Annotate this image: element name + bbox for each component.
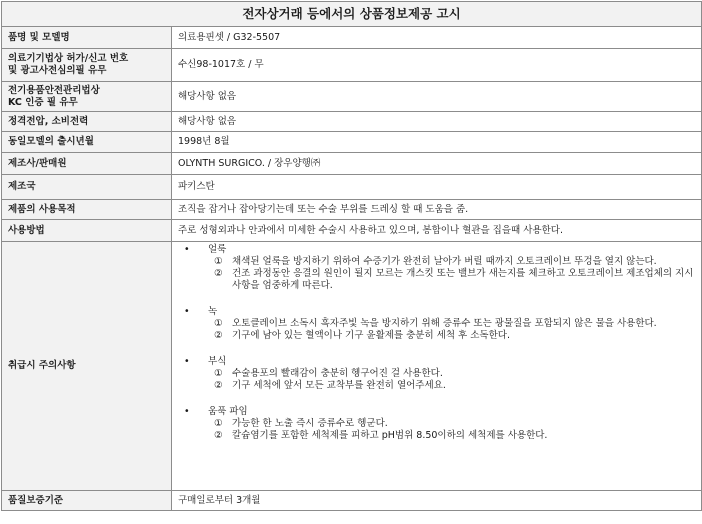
table-row: [2, 49, 702, 82]
row-label-line2: 및 광고사전심의필 유무: [8, 65, 107, 76]
item-text: 오토클레이브 소독시 흑자주빛 녹을 방지하기 위해 증류수 또는 광물질을 포함되지 않은 물을 사용한다.: [232, 318, 657, 329]
row-label: 제품의 사용목적: [2, 200, 172, 220]
row-value: 해당사항 없음: [172, 112, 702, 132]
list-item: [214, 256, 695, 268]
list-item: [214, 368, 695, 380]
item-number: ②: [214, 430, 223, 441]
item-text: 기구 세척에 앞서 모든 교착부를 완전히 열어주세요.: [232, 380, 446, 391]
table-row: [2, 27, 702, 49]
table-row: [2, 82, 702, 112]
table-title: 전자상거래 등에서의 상품정보제공 고시: [2, 2, 702, 27]
item-number: ②: [214, 380, 223, 391]
title-row: [2, 2, 702, 27]
row-label-line1: 의료기기법상 허가/신고 번호: [8, 53, 129, 64]
item-number: ②: [214, 268, 223, 279]
item-text: 가능한 한 노출 즉시 증류수로 헹군다.: [232, 418, 388, 429]
row-value: 수신98-1017호 / 무: [172, 49, 702, 82]
row-value: 주로 성형외과나 안과에서 미세한 수술시 사용하고 있으며, 봉합이나 혈관을 집을때 사용한다.: [172, 220, 702, 242]
section-heading: 움푹 파임: [208, 406, 248, 417]
caution-content: [172, 242, 702, 491]
row-label: 정격전압, 소비전력: [2, 112, 172, 132]
table-row: [2, 112, 702, 132]
row-value: 파키스탄: [172, 175, 702, 200]
table-row: [2, 200, 702, 220]
row-label: 품질보증기준: [2, 491, 172, 511]
row-value: 의료용핀셋 / G32-5507: [172, 27, 702, 49]
bullet-icon: •: [184, 244, 190, 255]
item-number: ①: [214, 318, 223, 329]
list-item: [214, 430, 695, 442]
item-text: 건조 과정동안 응결의 원인이 될지 모르는 개스킷 또는 밸브가 새는지를 체크하고 오토크레이브 제조업체의 지시사항을 엄중하게 따른다.: [232, 268, 694, 291]
item-text: 칼슘염기를 포함한 세척제를 피하고 pH범위 8.50이하의 세척제를 사용한다.: [232, 430, 548, 441]
row-label-line2: KC 인증 필 유무: [8, 96, 78, 108]
row-value: 조직을 잡거나 잡아당기는데 또는 수술 부위를 드레싱 할 때 도움을 줌.: [172, 200, 702, 220]
table-row: [2, 491, 702, 511]
caution-section-rust: [178, 306, 695, 342]
table-row: [2, 153, 702, 175]
list-item: [214, 268, 695, 292]
section-heading: 얼룩: [208, 244, 227, 255]
section-heading: 녹: [208, 306, 218, 317]
row-value: OLYNTH SURGICO. / 장우양행㈜: [172, 153, 702, 175]
row-label: 동일모델의 출시년월: [2, 132, 172, 153]
item-text: 수술용포의 빨래감이 충분히 헹구어진 걸 사용한다.: [232, 368, 443, 379]
item-number: ①: [214, 418, 223, 429]
bullet-icon: •: [184, 356, 190, 367]
list-item: [214, 318, 695, 330]
row-label: [2, 82, 172, 112]
item-text: 기구에 남아 있는 혈액이나 기구 윤활제를 충분히 세척 후 소독한다.: [232, 330, 510, 341]
item-number: ①: [214, 256, 223, 267]
table-row: [2, 175, 702, 200]
caution-section-corrosion: [178, 356, 695, 392]
bullet-icon: •: [184, 406, 190, 417]
list-item: [214, 330, 695, 342]
section-heading: 부식: [208, 356, 227, 367]
table-row: [2, 132, 702, 153]
caution-label: 취급시 주의사항: [2, 242, 172, 491]
row-label-line1: 전기용품안전관리법상: [8, 84, 100, 96]
row-label: 품명 및 모델명: [2, 27, 172, 49]
caution-section-stain: [178, 244, 695, 292]
row-label: 제조국: [2, 175, 172, 200]
list-item: [214, 418, 695, 430]
caution-section-pitting: [178, 406, 695, 442]
row-label: 사용방법: [2, 220, 172, 242]
row-label: 제조사/판매원: [2, 153, 172, 175]
item-number: ②: [214, 330, 223, 341]
row-value: 1998년 8월: [172, 132, 702, 153]
row-value: 해당사항 없음: [172, 82, 702, 112]
bullet-icon: •: [184, 306, 190, 317]
item-number: ①: [214, 368, 223, 379]
item-text: 채색된 얼룩을 방지하기 위하여 수증기가 완전히 날아가 버릴 때까지 오토크레이브 뚜겅을 열지 않는다.: [232, 256, 657, 267]
row-label: [2, 49, 172, 82]
row-value: 구매일로부터 3개월: [172, 491, 702, 511]
caution-row: [2, 242, 702, 491]
table-row: [2, 220, 702, 242]
list-item: [214, 380, 695, 392]
product-info-notice: [1, 1, 701, 522]
product-info-table: [1, 1, 702, 511]
